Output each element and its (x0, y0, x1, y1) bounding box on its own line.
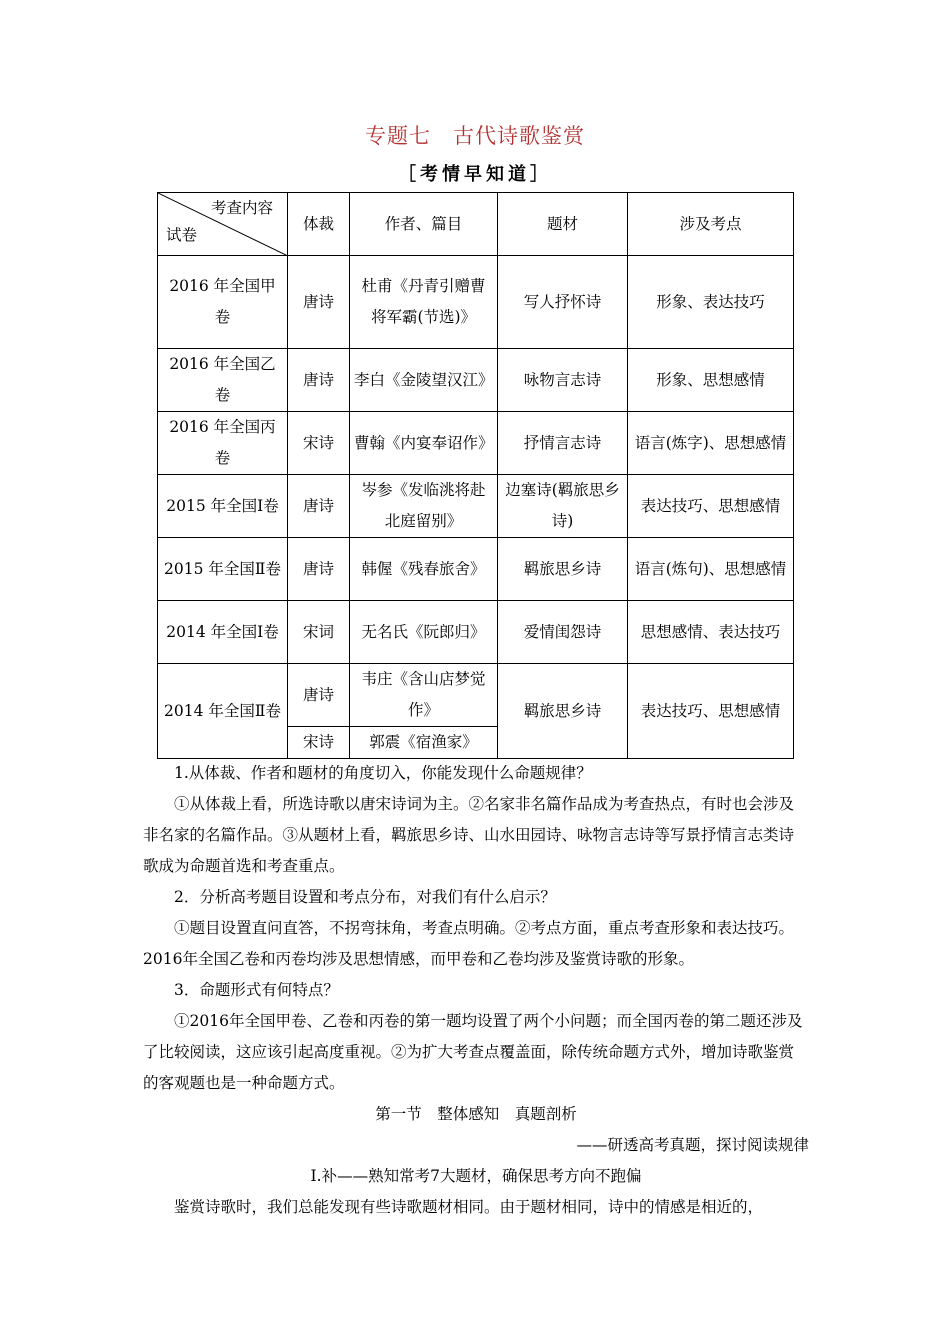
cell-paper: 2014 年全国Ⅱ卷 (158, 664, 288, 759)
cell-author: 曹翰《内宴奉诏作》 (350, 412, 498, 475)
exam-table (157, 192, 794, 759)
cell-genre: 宋诗 (288, 727, 350, 759)
table-row (158, 349, 794, 412)
cell-genre: 唐诗 (288, 475, 350, 538)
table-header-row (158, 193, 794, 256)
cell-author: 李白《金陵望汉江》 (350, 349, 498, 412)
cell-points: 语言(炼句)、思想感情 (628, 538, 794, 601)
diagonal-header-cell (158, 193, 288, 256)
table-row (158, 256, 794, 349)
cell-points: 形象、表达技巧 (628, 256, 794, 349)
header-points: 涉及考点 (628, 193, 794, 256)
cell-genre: 唐诗 (288, 256, 350, 349)
header-genre: 体裁 (288, 193, 350, 256)
section-subtitle: ［考情早知道］ (398, 164, 552, 185)
question-3: 3．命题形式有何特点？ (174, 981, 339, 999)
cell-genre: 唐诗 (288, 664, 350, 727)
section-heading: Ⅰ.补——熟知常考7大题材，确保思考方向不跑偏 (310, 1167, 642, 1185)
cell-paper: 2015 年全国Ⅱ卷 (158, 538, 288, 601)
section-motto: ——研透高考真题，探讨阅读规律 (576, 1136, 809, 1154)
header-theme: 题材 (498, 193, 628, 256)
cell-author: 无名氏《阮郎归》 (350, 601, 498, 664)
cell-genre: 宋词 (288, 601, 350, 664)
cell-points: 表达技巧、思想感情 (628, 475, 794, 538)
question-1: 1.从体裁、作者和题材的角度切入，你能发现什么命题规律？ (174, 764, 592, 782)
table-row (158, 664, 794, 727)
section-title: 第一节 整体感知 真题剖析 (375, 1105, 577, 1123)
cell-theme: 羁旅思乡诗 (498, 664, 628, 759)
cell-points: 表达技巧、思想感情 (628, 664, 794, 759)
table-row (158, 475, 794, 538)
cell-genre: 唐诗 (288, 349, 350, 412)
answer-3: ①2016年全国甲卷、乙卷和丙卷的第一题均设置了两个小问题；而全国丙卷的第二题还涉及了比较阅读，这应该引起高度重视。②为扩大考查点覆盖面，除传统命题方式外，增加诗歌鉴赏的客观题也是一种命题方式。 (143, 1012, 803, 1092)
table-row (158, 538, 794, 601)
header-paper-label: 试卷 (166, 226, 198, 244)
cell-points: 形象、思想感情 (628, 349, 794, 412)
section-intro: 鉴赏诗歌时，我们总能发现有些诗歌题材相同。由于题材相同，诗中的情感是相近的， (174, 1198, 764, 1216)
cell-author: 杜甫《丹青引赠曹将军霸(节选)》 (350, 256, 498, 349)
cell-paper: 2014 年全国Ⅰ卷 (158, 601, 288, 664)
question-2: 2．分析高考题目设置和考点分布，对我们有什么启示？ (174, 888, 556, 906)
cell-genre: 宋诗 (288, 412, 350, 475)
answer-2: ①题目设置直问直答，不拐弯抹角，考查点明确。②考点方面，重点考查形象和表达技巧。2016年全国乙卷和丙卷均涉及思想情感，而甲卷和乙卷均涉及鉴赏诗歌的形象。 (143, 919, 795, 968)
cell-theme: 羁旅思乡诗 (498, 538, 628, 601)
header-author: 作者、篇目 (350, 193, 498, 256)
page-title: 专题七 古代诗歌鉴赏 (365, 124, 585, 148)
cell-genre: 唐诗 (288, 538, 350, 601)
cell-author: 岑参《发临洮将赴北庭留别》 (350, 475, 498, 538)
cell-paper: 2016 年全国甲卷 (158, 256, 288, 349)
table-row (158, 601, 794, 664)
analysis-text (143, 758, 809, 1223)
answer-1: ①从体裁上看，所选诗歌以唐宋诗词为主。②名家非名篇作品成为考查热点，有时也会涉及非名家的名篇作品。③从题材上看，羁旅思乡诗、山水田园诗、咏物言志诗等写景抒情言志类诗歌成为命题首选和考查重点。 (143, 795, 795, 875)
table-row (158, 412, 794, 475)
cell-author: 郭震《宿渔家》 (350, 727, 498, 759)
cell-points: 语言(炼字)、思想感情 (628, 412, 794, 475)
cell-author: 韩偓《残春旅舍》 (350, 538, 498, 601)
cell-theme: 抒情言志诗 (498, 412, 628, 475)
cell-theme: 咏物言志诗 (498, 349, 628, 412)
cell-theme: 写人抒怀诗 (498, 256, 628, 349)
cell-paper: 2016 年全国丙卷 (158, 412, 288, 475)
cell-points: 思想感情、表达技巧 (628, 601, 794, 664)
cell-theme: 边塞诗(羁旅思乡诗) (498, 475, 628, 538)
header-content-label: 考查内容 (210, 199, 273, 217)
cell-author: 韦庄《含山店梦觉作》 (350, 664, 498, 727)
cell-paper: 2015 年全国Ⅰ卷 (158, 475, 288, 538)
cell-paper: 2016 年全国乙卷 (158, 349, 288, 412)
cell-theme: 爱情闺怨诗 (498, 601, 628, 664)
